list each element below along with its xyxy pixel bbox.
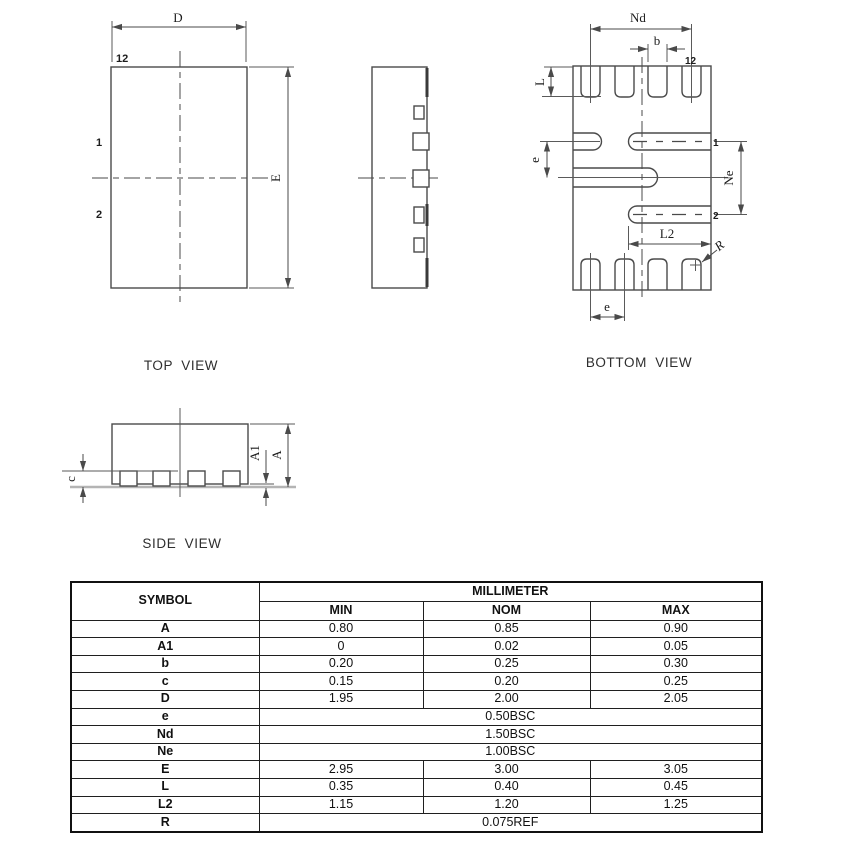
symbol-header: SYMBOL [71,582,259,620]
table-row [71,726,762,744]
value-cell-span: 0.075REF [259,814,762,832]
symbol-cell: b [71,655,259,673]
edge-view-pad [414,207,424,223]
table-row [71,655,762,673]
value-cell-max: 0.05 [590,638,762,656]
symbol-cell: A [71,620,259,638]
value-cell-min: 0.80 [259,620,423,638]
bottom-view-bottom-pads [581,259,701,290]
symbol-cell: e [71,708,259,726]
value-cell-max: 0.45 [590,778,762,796]
table-row [71,673,762,691]
dim-c-label: c [63,476,78,482]
dim-r-label: R [711,237,727,254]
top-view-pin2-label: 2 [95,209,103,221]
bottom-view-pin1-label: 1 [713,138,719,149]
dim-e-left [527,142,600,178]
dim-l2 [629,226,712,250]
dim-e-bottom [591,253,625,321]
dim-e-label: E [268,174,283,182]
top-view-title: TOP VIEW [143,358,219,373]
edge-view [358,67,443,288]
dim-l-label: L [532,78,547,86]
side-view-pad [223,471,240,486]
edge-view-pad [413,133,429,150]
symbol-cell: D [71,690,259,708]
dim-r [690,237,727,271]
dim-l2-label: L2 [659,226,675,241]
table-row [71,743,762,761]
side-view-pad [120,471,137,486]
value-cell-max: 0.90 [590,620,762,638]
value-cell-max: 1.25 [590,796,762,814]
value-cell-nom: 0.40 [423,778,590,796]
top-view-pin1-label: 1 [95,137,103,149]
value-cell-span: 0.50BSC [259,708,762,726]
dim-nd-label: Nd [630,10,646,25]
value-cell-min: 1.15 [259,796,423,814]
dim-d-label: D [173,10,183,25]
bottom-view-top-pads [581,66,701,97]
table-row [71,778,762,796]
symbol-cell: L [71,778,259,796]
side-view-title: SIDE VIEW [142,536,222,551]
value-cell-max: 2.05 [590,690,762,708]
unit-header: MILLIMETER [259,582,762,601]
symbol-cell: Ne [71,743,259,761]
dim-a-label: A [269,450,284,460]
symbol-cell: R [71,814,259,832]
table-row [71,796,762,814]
bottom-view-pin12-label: 12 [685,56,697,67]
spec-table-body [71,620,762,832]
value-cell-nom: 0.85 [423,620,590,638]
table-row [71,690,762,708]
symbol-cell: E [71,761,259,779]
symbol-cell: A1 [71,638,259,656]
max-header: MAX [590,601,762,620]
table-row [71,620,762,638]
nom-header: NOM [423,601,590,620]
side-view-pad [188,471,205,486]
table-header-row-1 [71,582,762,601]
top-view-pin12-label: 12 [116,53,129,65]
symbol-cell: Nd [71,726,259,744]
value-cell-nom: 3.00 [423,761,590,779]
bottom-view-title: BOTTOM VIEW [585,355,693,370]
dim-b-label: b [653,33,661,48]
edge-view-pad [414,106,424,119]
table-row [71,761,762,779]
value-cell-max: 3.05 [590,761,762,779]
value-cell-min: 0.20 [259,655,423,673]
value-cell-nom: 0.20 [423,673,590,691]
value-cell-nom: 0.25 [423,655,590,673]
dim-e-bottom-label: e [604,299,610,314]
value-cell-span: 1.50BSC [259,726,762,744]
value-cell-min: 0 [259,638,423,656]
value-cell-span: 1.00BSC [259,743,762,761]
dim-e-left-label: e [527,157,542,163]
bottom-view [527,10,747,370]
bottom-view-pin2-label: 2 [713,211,719,222]
dim-d [112,10,246,62]
value-cell-max: 0.25 [590,673,762,691]
dim-b [630,33,685,62]
side-view-pad [153,471,170,486]
value-cell-min: 2.95 [259,761,423,779]
symbol-cell: L2 [71,796,259,814]
value-cell-nom: 2.00 [423,690,590,708]
symbol-cell: c [71,673,259,691]
value-cell-min: 0.35 [259,778,423,796]
min-header: MIN [259,601,423,620]
table-row [71,638,762,656]
value-cell-nom: 0.02 [423,638,590,656]
dim-ne-label: Ne [721,170,736,186]
value-cell-max: 0.30 [590,655,762,673]
dim-a1-label: A1 [247,445,262,461]
dim-nd [591,10,692,103]
value-cell-nom: 1.20 [423,796,590,814]
side-view [62,408,296,551]
table-row [71,814,762,832]
value-cell-min: 1.95 [259,690,423,708]
edge-view-pad [414,238,424,252]
edge-view-pad [413,170,429,187]
table-row [71,708,762,726]
dimension-table [70,581,763,833]
top-view [92,10,294,373]
value-cell-min: 0.15 [259,673,423,691]
